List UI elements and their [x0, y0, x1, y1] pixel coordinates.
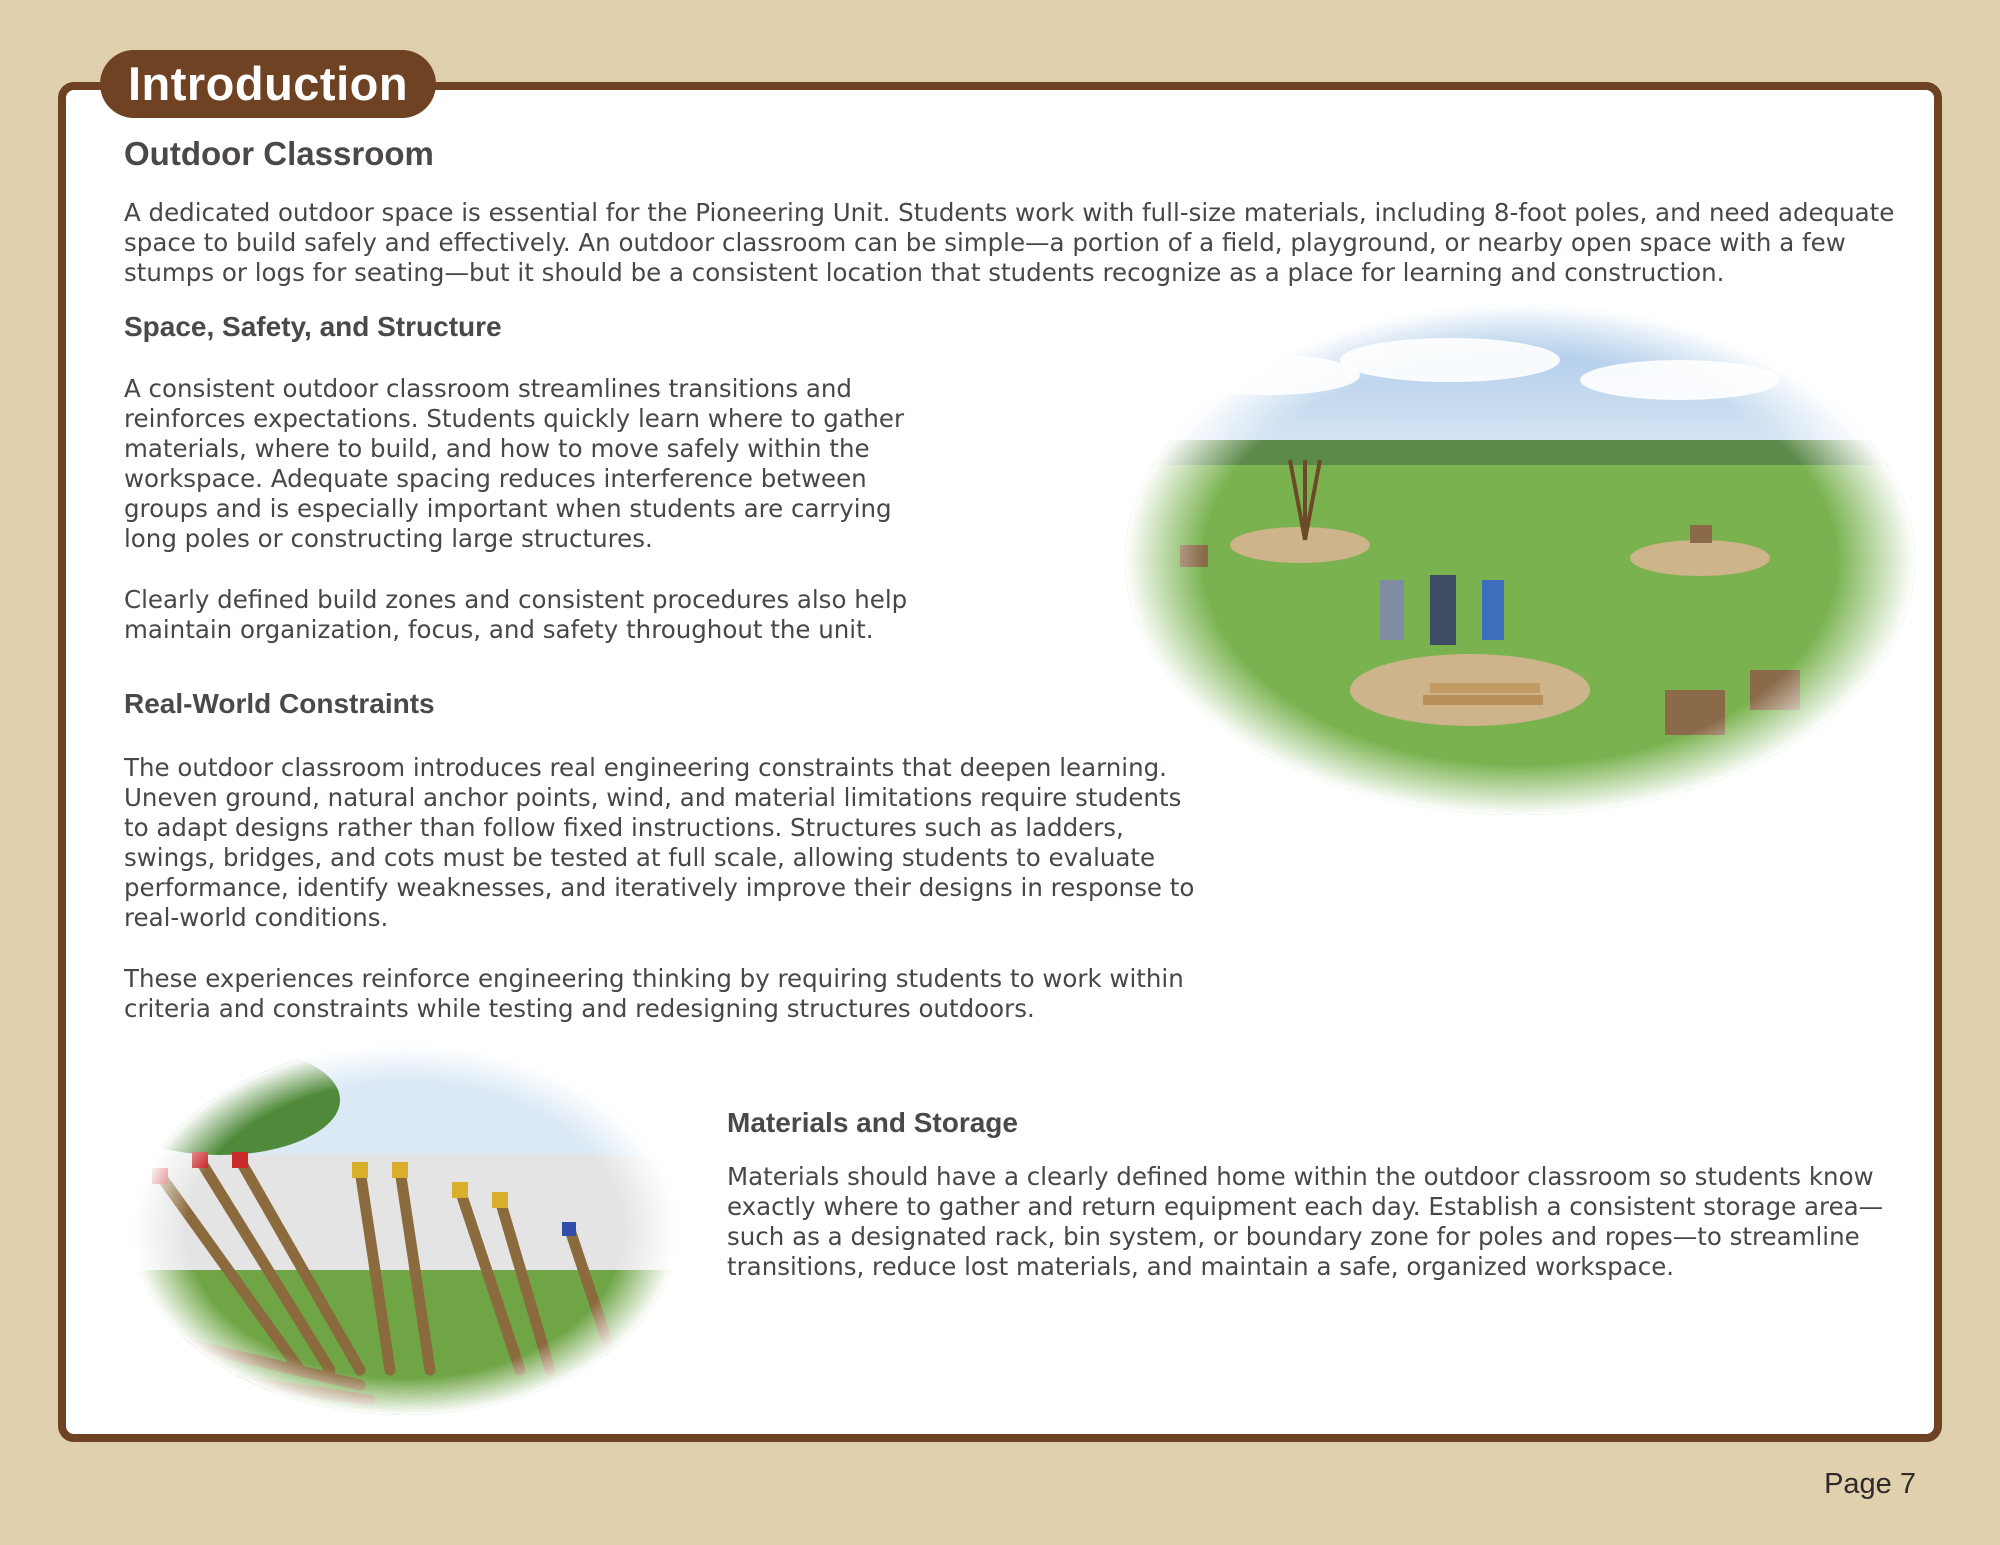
- materials-paragraph: Materials should have a clearly defined home within the outdoor classroom so students know exactly where to gather and return equipment each day. Establish a consistent storage area—such as a designated rack, bin system, or boundary zone for poles and ropes—to streamline transitions, reduce lost materials, and maintain a safe, organized workspace.: [727, 1162, 1884, 1281]
- constraints-paragraph-1: The outdoor classroom introduces real engineering constraints that deepen learning. Uneven ground, natural anchor points, wind, and material limitations require students to adapt designs rather than follow fixed instructions. Structures such as ladders, swings, bridges, and cots must be tested at full scale, allowing students to evaluate performance, identify weaknesses, and iteratively improve their designs in response to real-world conditions.: [124, 753, 1195, 932]
- space-safety-title: Space, Safety, and Structure: [124, 311, 502, 342]
- poles-storage-illustration: [130, 1040, 680, 1420]
- space-safety-paragraph-1: A consistent outdoor classroom streamlines transitions and reinforces expectations. Students quickly learn where to gather materials, where to build, and how to move safely within the workspace. Adequate spacing reduces interference between groups and is especially important when students are carrying long poles or constructing large structures.: [124, 374, 905, 553]
- constraints-title: Real-World Constraints: [124, 688, 435, 719]
- page-number: Page 7: [1824, 1468, 1916, 1500]
- materials-title: Materials and Storage: [727, 1107, 1018, 1138]
- space-safety-paragraph-2: Clearly defined build zones and consistent procedures also help maintain organization, focus, and safety throughout the unit.: [124, 585, 908, 644]
- outdoor-classroom-illustration: [1120, 300, 1915, 820]
- intro-title: Outdoor Classroom: [124, 135, 434, 172]
- constraints-paragraph-2: These experiences reinforce engineering thinking by requiring students to work within criteria and constraints while testing and redesigning structures outdoors.: [124, 964, 1184, 1023]
- intro-paragraph: A dedicated outdoor space is essential for the Pioneering Unit. Students work with full-size materials, including 8-foot poles, and need adequate space to build safely and effectively. An outdoor classroom can be simple—a portion of a field, playground, or nearby open space with a few stumps or logs for seating—but it should be a consistent location that students recognize as a place for learning and construction.: [124, 198, 1895, 287]
- section-tab: Introduction: [100, 50, 436, 118]
